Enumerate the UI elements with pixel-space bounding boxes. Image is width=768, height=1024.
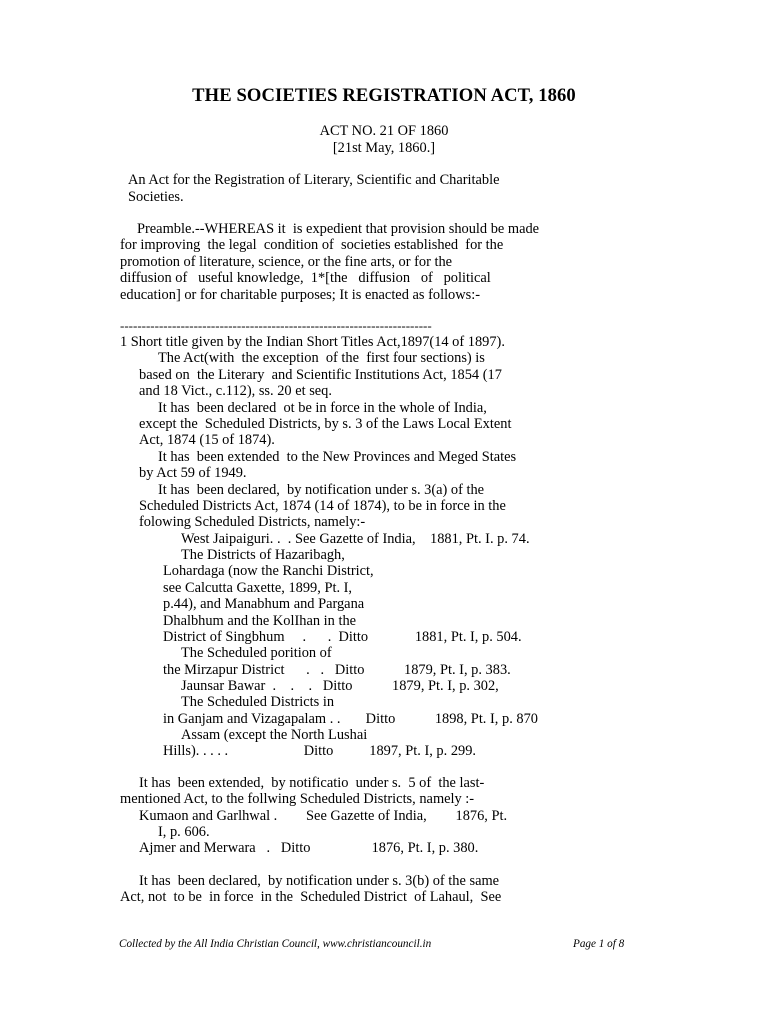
long-title-line: Societies. bbox=[128, 189, 184, 205]
footer-credit: Collected by the All India Christian Council, www.christiancouncil.in bbox=[119, 938, 432, 950]
footnote-line: the Mirzapur District . . Ditto 1879, Pt. I, p. 383. bbox=[163, 662, 511, 678]
declared-line: It has been declared, by notification under s. 3(b) of the same bbox=[139, 873, 500, 889]
act-date: [21st May, 1860.] bbox=[332, 140, 436, 156]
act-number: ACT NO. 21 OF 1860 bbox=[319, 123, 449, 139]
page-number: Page 1 of 8 bbox=[573, 938, 625, 950]
preamble-line: promotion of literature, science, or the fine arts, or for the bbox=[120, 254, 453, 270]
footnote-line: It has been declared, by notification under s. 3(a) of the bbox=[158, 482, 485, 498]
footnote-line: in Ganjam and Vizagapalam . . Ditto 1898, Pt. I, p. 870 bbox=[163, 711, 538, 727]
footnote-line: except the Scheduled Districts, by s. 3 of the Laws Local Extent bbox=[139, 416, 512, 432]
footnote-line: West Jaipaiguri. . . See Gazette of India, 1881, Pt. I. p. 74. bbox=[181, 531, 530, 547]
footnote-line: 1 Short title given by the Indian Short Titles Act,1897(14 of 1897). bbox=[120, 334, 505, 350]
footnote-line: The Scheduled Districts in bbox=[181, 694, 335, 710]
footnote-line: see Calcutta Gaxette, 1899, Pt. I, bbox=[163, 580, 353, 596]
footnote-line: Lohardaga (now the Ranchi District, bbox=[163, 563, 374, 579]
long-title-line: An Act for the Registration of Literary, Scientific and Charitable bbox=[128, 172, 500, 188]
preamble-line: for improving the legal condition of societies established for the bbox=[120, 237, 504, 253]
footnote-line: Jaunsar Bawar . . . Ditto 1879, Pt. I, p. 302, bbox=[181, 678, 499, 694]
footnote-line: District of Singbhum . . Ditto 1881, Pt. I, p. 504. bbox=[163, 629, 522, 645]
footnote-line: The Scheduled porition of bbox=[181, 645, 332, 661]
footnote-line: The Districts of Hazaribagh, bbox=[181, 547, 345, 563]
footnote-line: Dhalbhum and the KolIhan in the bbox=[163, 613, 357, 629]
extended-line: Ajmer and Merwara . Ditto 1876, Pt. I, p. 380. bbox=[139, 840, 479, 856]
footnote-line: Scheduled Districts Act, 1874 (14 of 1874), to be in force in the bbox=[139, 498, 506, 514]
preamble-line: diffusion of useful knowledge, 1*[the diffusion of political bbox=[120, 270, 491, 286]
footnote-divider: ------------------------------------------------------------------------ bbox=[120, 318, 432, 333]
footnote-line: It has been declared ot be in force in the whole of India, bbox=[158, 400, 487, 416]
document-title: THE SOCIETIES REGISTRATION ACT, 1860 bbox=[192, 85, 576, 106]
footnote-line: and 18 Vict., c.112), ss. 20 et seq. bbox=[139, 383, 332, 399]
preamble-line: Preamble.--WHEREAS it is expedient that provision should be made bbox=[137, 221, 540, 237]
extended-line: I, p. 606. bbox=[158, 824, 210, 840]
footnote-line: folowing Scheduled Districts, namely:- bbox=[139, 514, 366, 530]
footnote-line: p.44), and Manabhum and Pargana bbox=[163, 596, 365, 612]
footnote-line: The Act(with the exception of the first four sections) is bbox=[158, 350, 485, 366]
footnote-line: Act, 1874 (15 of 1874). bbox=[139, 432, 275, 448]
extended-line: It has been extended, by notificatio under s. 5 of the last- bbox=[139, 775, 485, 791]
footnote-line: Hills). . . . . Ditto 1897, Pt. I, p. 299. bbox=[163, 743, 477, 759]
preamble-line: education] or for charitable purposes; It is enacted as follows:- bbox=[120, 287, 481, 303]
footnote-line: based on the Literary and Scientific Institutions Act, 1854 (17 bbox=[139, 367, 502, 383]
declared-line: Act, not to be in force in the Scheduled District of Lahaul, See bbox=[120, 889, 502, 905]
footnote-line: by Act 59 of 1949. bbox=[139, 465, 247, 481]
extended-line: mentioned Act, to the follwing Scheduled Districts, namely :- bbox=[120, 791, 475, 807]
footnote-line: Assam (except the North Lushai bbox=[181, 727, 368, 743]
extended-line: Kumaon and Garlhwal . See Gazette of India, 1876, Pt. bbox=[139, 808, 508, 824]
footnote-line: It has been extended to the New Provinces and Meged States bbox=[158, 449, 517, 465]
